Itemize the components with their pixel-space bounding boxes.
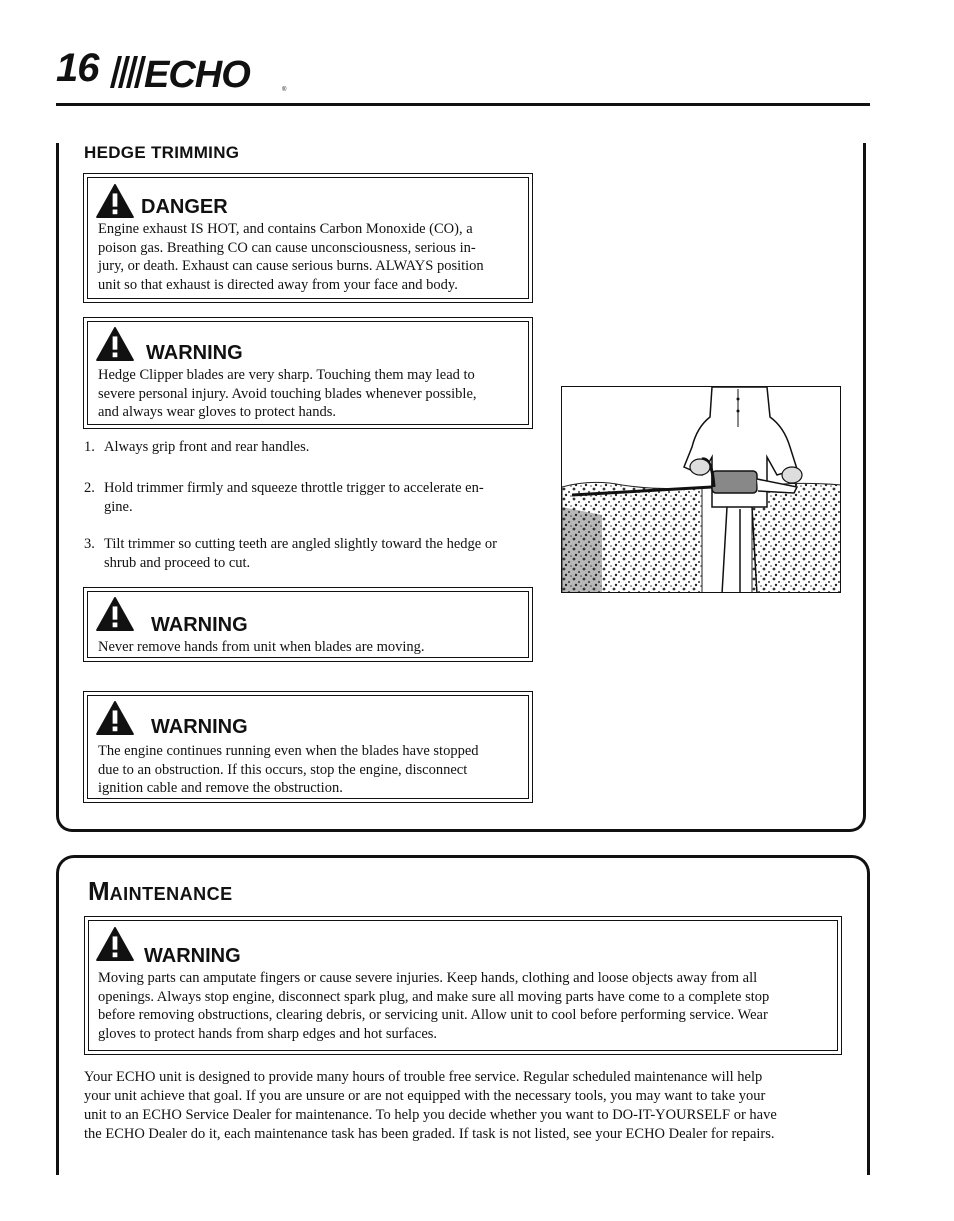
warning-box-obstruction: [83, 691, 533, 803]
svg-text:®: ®: [282, 87, 287, 92]
warning-text: Never remove hands from unit when blades are moving.: [98, 639, 425, 655]
echo-logo: [104, 52, 294, 92]
warning-triangle-icon: [96, 184, 134, 218]
warning-triangle-icon: [96, 701, 134, 735]
list-item: 1. Always grip front and rear handles.: [84, 439, 310, 455]
warning-label: WARNING: [151, 614, 248, 636]
danger-label: DANGER: [141, 196, 228, 218]
list-item: 2. Hold trimmer firmly and squeeze throttle trigger to accelerate en- gine.: [84, 480, 484, 515]
warning-label: WARNING: [144, 945, 241, 967]
danger-text: Engine exhaust IS HOT, and contains Carbon Monoxide (CO), a poison gas. Breathing CO can cause unconsciousness, serious in- jury, or death. Exhaust can cause serious burns. ALWAYS position unit so that exhaust is directed away from your face and body.: [98, 221, 484, 293]
section-title-hedge: HEDGE TRIMMING: [84, 143, 240, 162]
header-rule: [56, 103, 870, 106]
warning-text: The engine continues running even when the blades have stopped due to an obstruction. If this occurs, stop the engine, disconnect ignition cable and remove the obstruction.: [98, 743, 479, 796]
page-number: 16: [56, 46, 99, 90]
warning-triangle-icon: [96, 597, 134, 631]
warning-box-maintenance: [84, 916, 842, 1055]
warning-text: Moving parts can amputate fingers or cause severe injuries. Keep hands, clothing and loose objects away from all openings. Always stop engine, disconnect spark plug, and make sure all moving parts have come to a complete stop before removing obstructions, clearing debris, or servicing unit. Allow unit to cool before performing service. Wear gloves to protect hands from sharp edges and hot surfaces.: [98, 970, 770, 1042]
danger-box: [83, 173, 533, 303]
operator-with-trimmer-drawing: [562, 387, 841, 593]
warning-triangle-icon: [96, 927, 134, 961]
logo-text: ECHO: [144, 54, 250, 92]
hedge-trimming-illustration: [561, 386, 841, 593]
warning-box-blades: [83, 317, 533, 429]
warning-triangle-icon: [96, 327, 134, 361]
section-title-maintenance: MAINTENANCE: [88, 876, 233, 906]
warning-text: Hedge Clipper blades are very sharp. Touching them may lead to severe personal injury. Avoid touching blades whenever possible, and always wear gloves to protect hands.: [98, 367, 477, 420]
warning-label: WARNING: [146, 342, 243, 364]
maintenance-paragraph: Your ECHO unit is designed to provide many hours of trouble free service. Regular scheduled maintenance will help your unit achieve that goal. If you are unsure or are not equipped with the necessary tools, you may want to take your unit to an ECHO Service Dealer for maintenance. To help you decide whether you want to DO-IT-YOURSELF or have the ECHO Dealer do it, each maintenance task has been graded. If task is not listed, see your ECHO Dealer for repairs.: [84, 1069, 777, 1142]
list-item: 3. Tilt trimmer so cutting teeth are angled slightly toward the hedge or shrub and proceed to cut.: [84, 536, 497, 571]
warning-box-hands: [83, 587, 533, 662]
warning-label: WARNING: [151, 716, 248, 738]
